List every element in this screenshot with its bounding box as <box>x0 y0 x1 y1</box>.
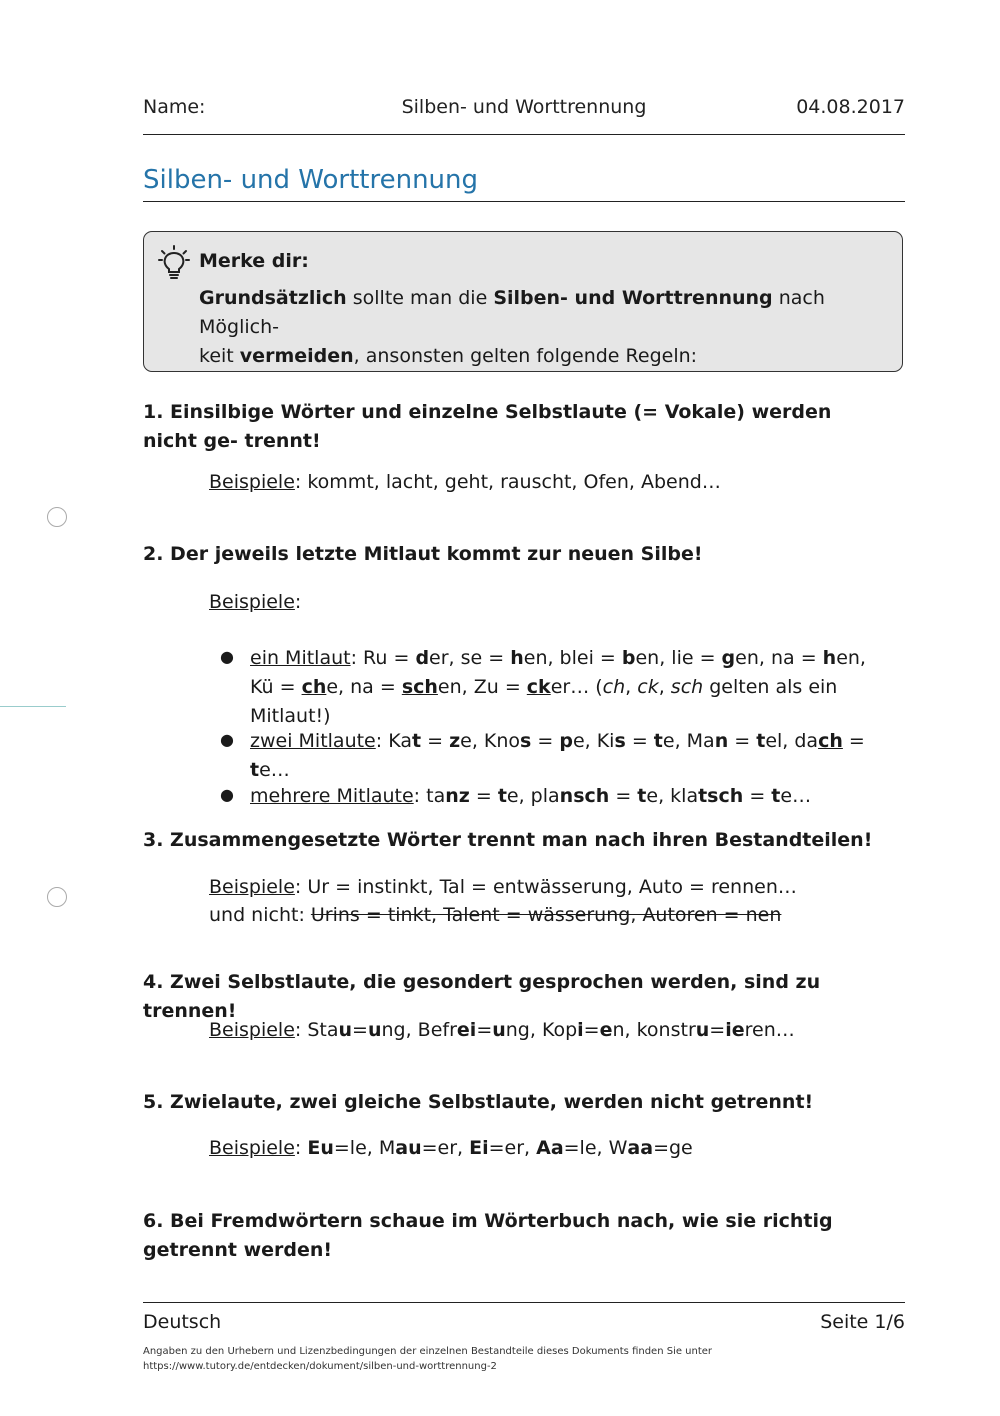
name-label: Name: <box>143 96 206 118</box>
rule-6: 6. Bei Fremdwörtern schaue im Wörterbuch nach, wie sie richtig getrennt werden! <box>143 1210 833 1261</box>
lightbulb-icon <box>158 245 190 281</box>
bullet-dot: ● <box>220 647 234 666</box>
fold-mark <box>0 706 66 707</box>
header-date: 04.08.2017 <box>796 96 905 118</box>
rule-4: 4. Zwei Selbstlaute, die gesondert gesprochen werden, sind zu trennen! <box>143 971 821 1022</box>
rule-4-examples: Beispiele: Stau=ung, Befrei=ung, Kopi=en, konstru=ieren… <box>209 1019 795 1041</box>
page-header <box>143 96 905 122</box>
bullet-dot: ● <box>220 785 234 804</box>
footer-credits: Angaben zu den Urhebern und Lizenzbedingungen der einzelnen Bestandteile dieses Dokuments finden Sie unter https://www.tutory.de/entdecken/dokument/silben-und-worttrennung-2 <box>143 1346 713 1372</box>
merke-box <box>143 231 903 372</box>
rule-2-examples: Beispiele: <box>209 591 302 613</box>
bullet-mehrere-mitlaute: mehrere Mitlaute: tanz = te, plansch = te, klatsch = te… <box>250 785 812 807</box>
header-title: Silben- und Worttrennung <box>401 96 647 118</box>
bullet-dot: ● <box>220 730 234 749</box>
rule-1-examples: Beispiele: kommt, lacht, geht, rauscht, Ofen, Abend… <box>209 471 721 493</box>
title-divider <box>143 201 905 202</box>
rule-5: 5. Zwielaute, zwei gleiche Selbstlaute, werden nicht getrennt! <box>143 1091 814 1113</box>
footer-subject: Deutsch <box>143 1311 222 1333</box>
footer-divider <box>143 1302 905 1303</box>
footer-page: Seite 1/6 <box>820 1311 905 1333</box>
page-title: Silben- und Worttrennung <box>143 165 479 195</box>
bullet-zwei-mitlaute: zwei Mitlaute: Kat = ze, Knos = pe, Kis = te, Man = tel, dach = te… <box>250 730 865 781</box>
punch-hole <box>47 887 67 907</box>
rule-1: 1. Einsilbige Wörter und einzelne Selbstlaute (= Vokale) werden nicht ge- trennt! <box>143 401 832 452</box>
punch-hole <box>47 507 67 527</box>
merke-text: Grundsätzlich sollte man die Silben- und Worttrennung nach Möglich- keit vermeiden, ansonsten gelten folgende Regeln: <box>199 287 825 367</box>
rule-2: 2. Der jeweils letzte Mitlaut kommt zur neuen Silbe! <box>143 543 703 565</box>
bullet-ein-mitlaut: ein Mitlaut: Ru = der, se = hen, blei = ben, lie = gen, na = hen, Kü = che, na = schen, Zu = cker… (ch, ck, sch gelten als ein Mitlaut!) <box>250 647 866 727</box>
rule-5-examples: Beispiele: Eu=le, Mau=er, Ei=er, Aa=le, Waa=ge <box>209 1137 693 1159</box>
rule-3: 3. Zusammengesetzte Wörter trennt man nach ihren Bestandteilen! <box>143 829 873 851</box>
rule-3-counterexamples: und nicht: Urins = tinkt, Talent = wässerung, Autoren = nen <box>209 904 782 926</box>
rule-3-examples: Beispiele: Ur = instinkt, Tal = entwässerung, Auto = rennen… <box>209 876 797 898</box>
header-divider <box>143 134 905 135</box>
merke-heading: Merke dir: <box>199 250 309 272</box>
